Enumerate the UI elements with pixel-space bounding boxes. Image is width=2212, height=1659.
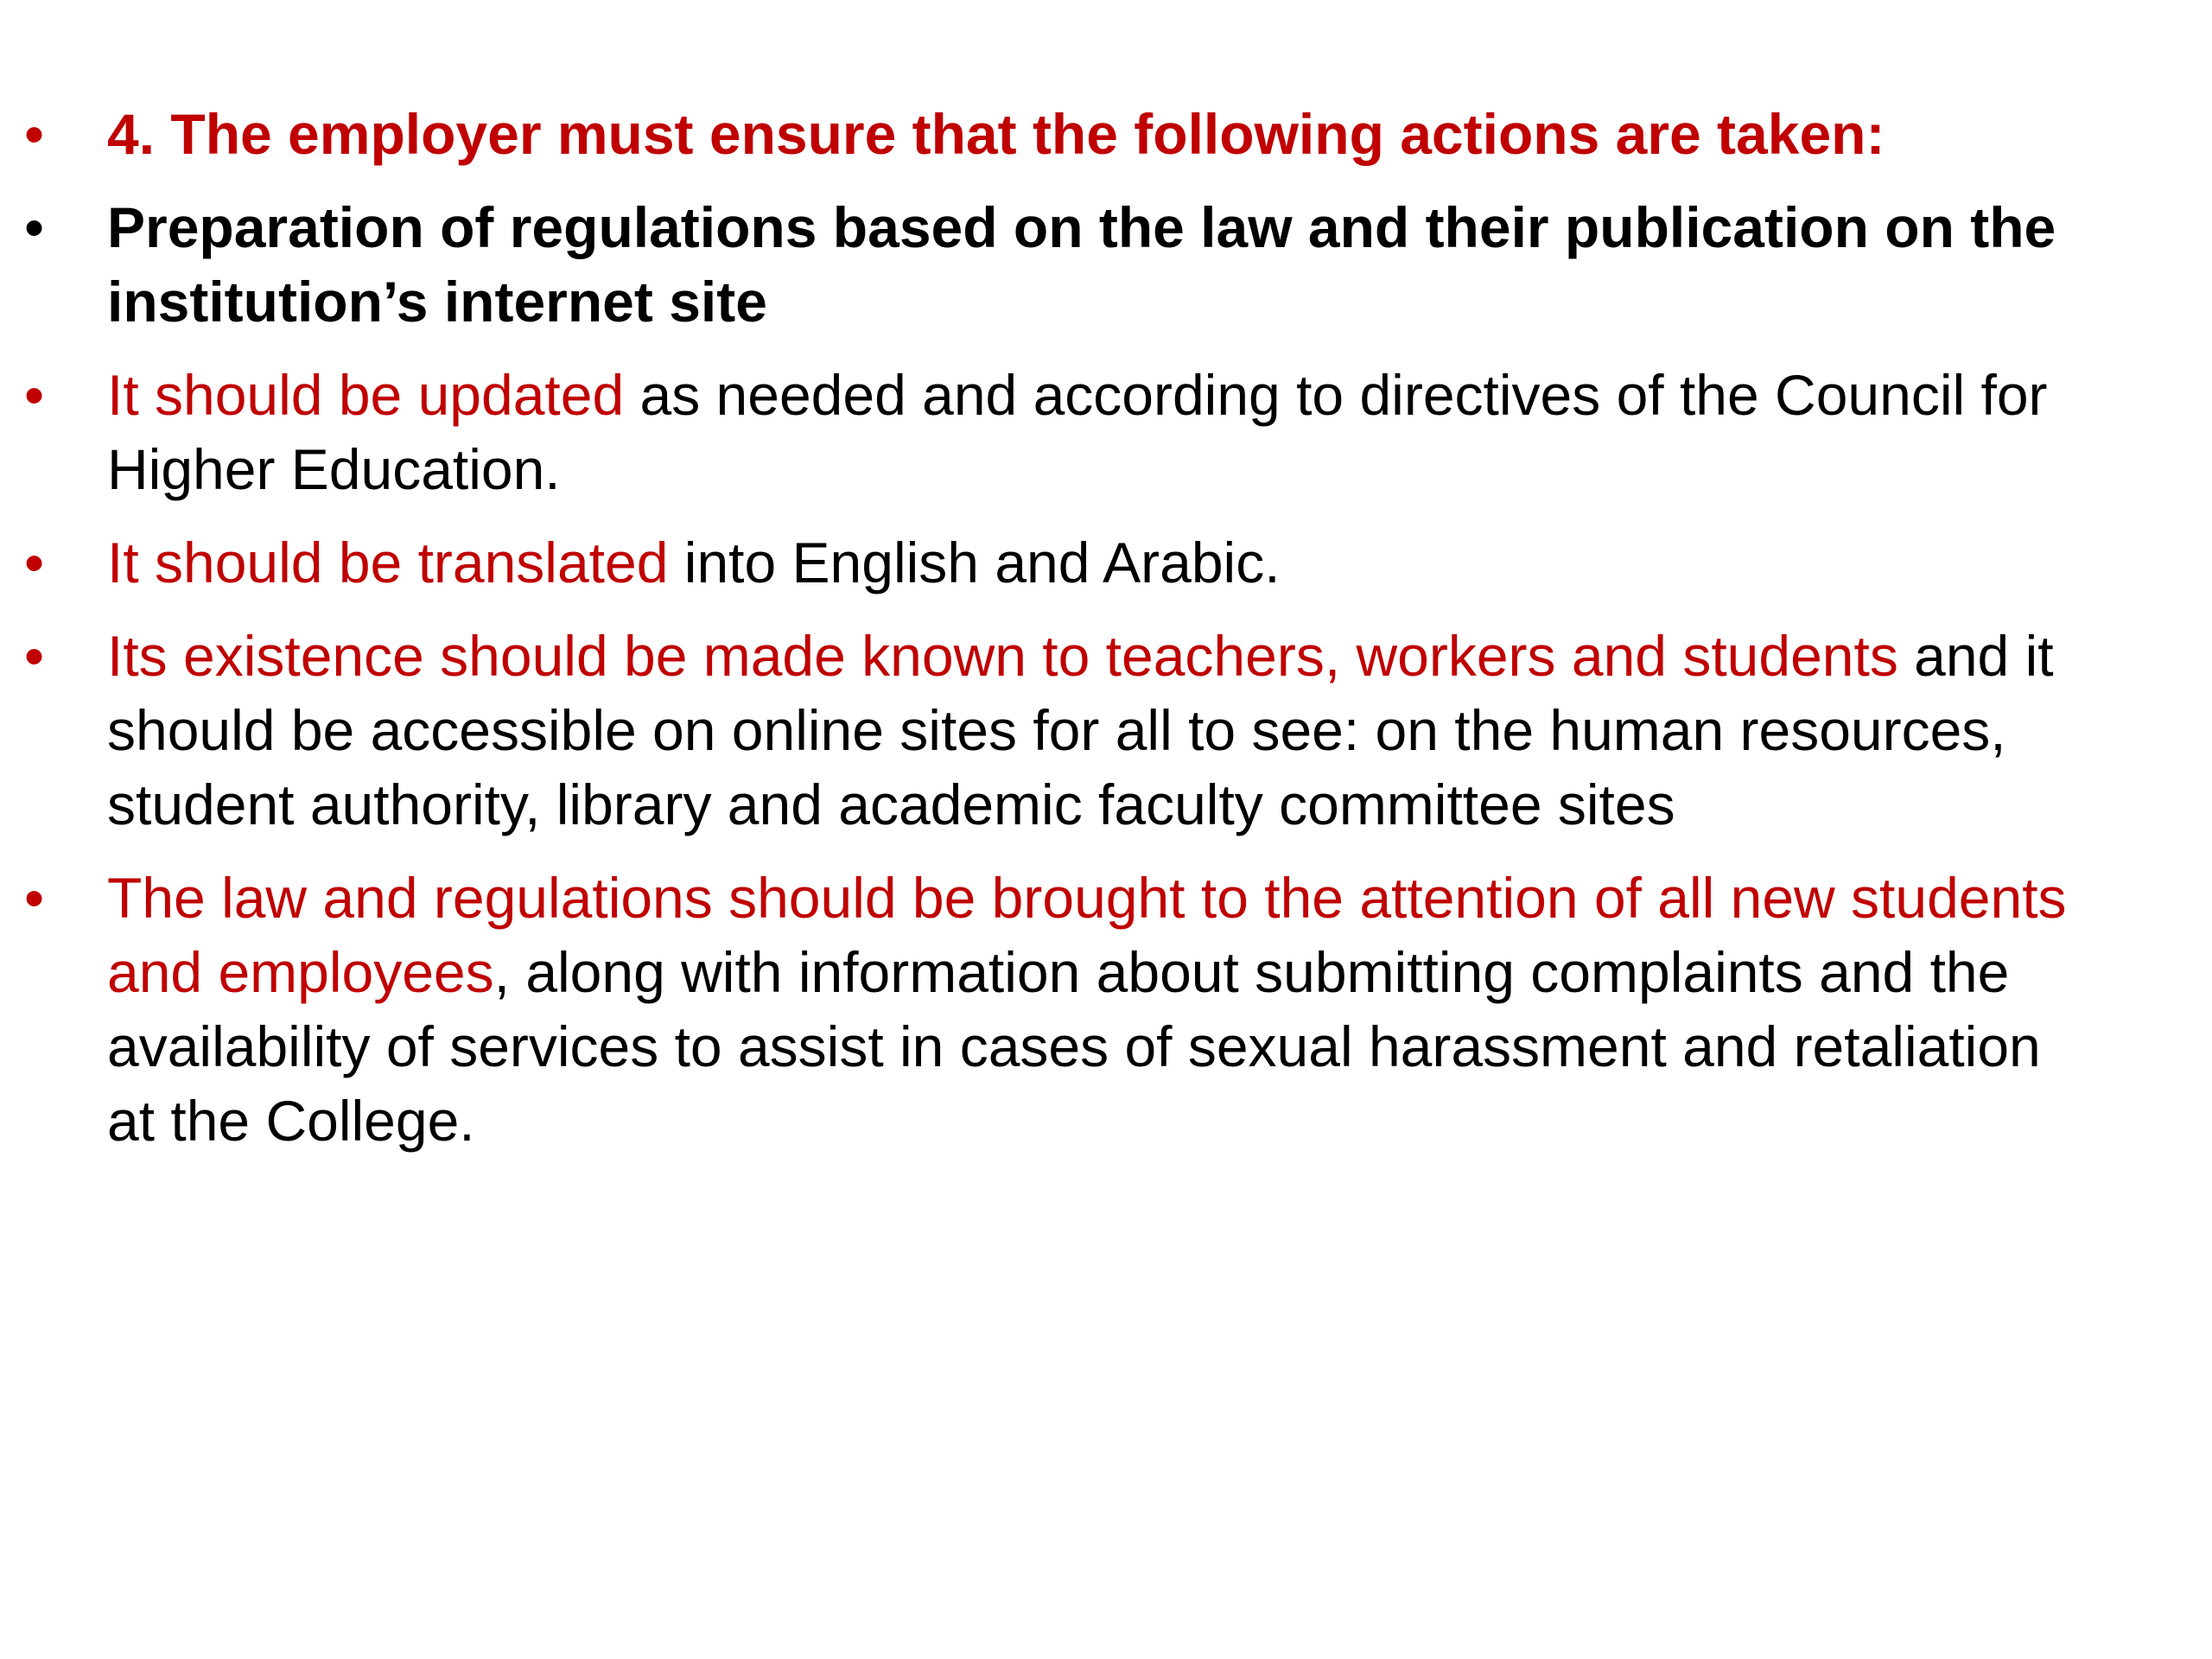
bullet-item-translated	[24, 525, 2098, 600]
bullet-item-brought-to-attention	[24, 861, 2098, 1158]
bullet-text: as needed and according to directives of the Council for Higher Education.	[107, 363, 2048, 501]
bullet-dot: •	[24, 531, 45, 594]
bullet-highlight: It should be translated	[107, 531, 669, 594]
bullet-dot: •	[24, 866, 45, 930]
bullet-heading: Preparation of regulations based on the law and their publication on the institution’s internet site	[107, 195, 2056, 334]
bullet-dot: •	[24, 624, 45, 688]
bullet-item-updated	[24, 358, 2098, 506]
bullet-list	[24, 97, 2098, 1177]
bullet-heading: 4. The employer must ensure that the following actions are taken:	[107, 102, 1885, 166]
bullet-item-made-known	[24, 619, 2098, 842]
bullet-text: into English and Arabic.	[668, 531, 1281, 594]
bullet-dot: •	[24, 363, 45, 427]
bullet-highlight: Its existence should be made known to teachers, workers and students	[107, 624, 1898, 688]
bullet-item-employer-actions	[24, 97, 2098, 171]
bullet-dot: •	[24, 102, 45, 166]
bullet-text: , along with information about submitting complaints and the availability of services to assist in cases of sexual harassment and retaliation at the College.	[107, 940, 2041, 1153]
bullet-text: and it should be accessible on online sites for all to see: on the human resources, student authority, library and academic faculty committee sites	[107, 624, 2054, 836]
bullet-highlight: The law and regulations should be brought to the attention of all new students and employees	[107, 866, 2067, 1004]
bullet-item-regulations-preparation	[24, 190, 2098, 339]
bullet-highlight: It should be updated	[107, 363, 625, 427]
bullet-dot: •	[24, 195, 45, 259]
